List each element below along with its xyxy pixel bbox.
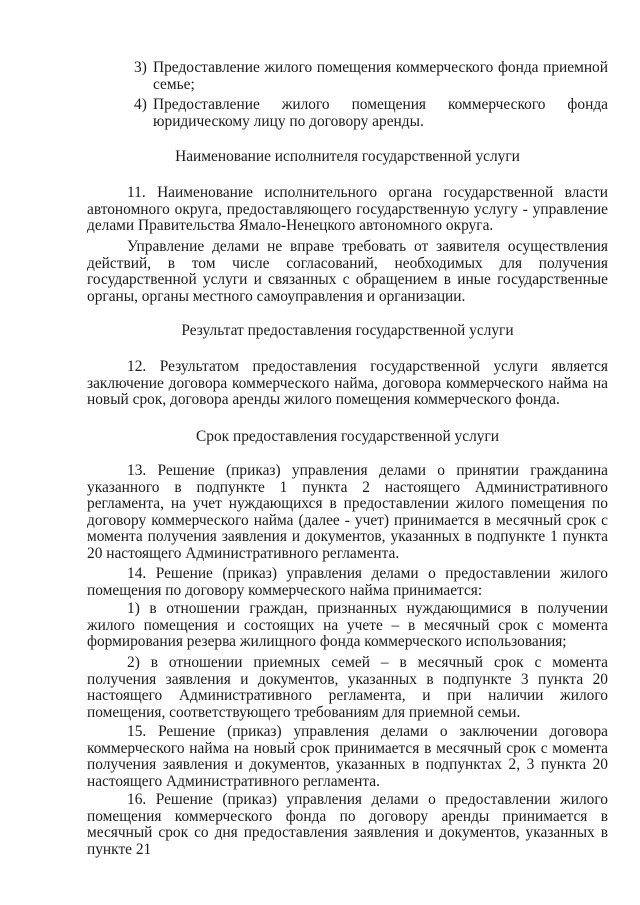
paragraph-12 [87, 359, 608, 409]
paragraph-text: 11. Наименование исполнительного органа государственной власти автономного округа, предоставляющего государственную услугу - управление делами Правительства Ямало-Ненецкого автономного округа. [87, 184, 608, 235]
paragraph-text: 1) в отношении граждан, признанных нуждающимися в получении жилого помещения и состоящих на учете – в месячный срок с момента формирования резерва жилищного фонда коммерческого использования; [87, 600, 608, 651]
paragraph-text: 14. Решение (приказ) управления делами о предоставлении жилого помещения по договору коммерческого найма принимается: [87, 565, 608, 599]
paragraph-14-1 [87, 601, 608, 651]
list-item-text: Предоставление жилого помещения коммерческого фонда юридическому лицу по договору аренды. [153, 96, 608, 130]
paragraph-14-2 [87, 655, 608, 721]
paragraph-13 [87, 463, 608, 563]
paragraph-11b [87, 239, 608, 305]
paragraph-16 [87, 792, 608, 858]
section-heading: Результат предоставления государственной услуги [181, 322, 514, 339]
list-number: 4) [134, 96, 147, 113]
paragraph-11 [87, 185, 608, 235]
paragraph-text: Управление делами не вправе требовать от заявителя осуществления действий, в том числе согласований, необходимых для получения государственной услуги и связанных с обращением в иные государственные органы, органы местного самоуправления и организации. [87, 238, 608, 305]
list-number: 3) [134, 59, 147, 76]
section-heading: Наименование исполнителя государственной услуги [175, 148, 520, 165]
section-heading-executor [87, 149, 608, 166]
paragraph-14 [87, 566, 608, 599]
paragraph-text: 2) в отношении приемных семей – в месячный срок с момента получения заявления и документов, указанных в подпункте 3 пункта 20 настоящего Административного регламента, и при наличии жилого помещения, соответствующего требованиям для приемной семьи. [87, 654, 608, 721]
list-item-3 [87, 60, 608, 93]
paragraph-text: 16. Решение (приказ) управления делами о предоставлении жилого помещения коммерческого фонда по договору аренды принимается в месячный срок со дня предоставления заявления и документов, указанных в пункте 21 [87, 791, 608, 858]
section-heading: Срок предоставления государственной услуги [196, 428, 499, 445]
section-heading-result [87, 323, 608, 340]
list-item-text: Предоставление жилого помещения коммерческого фонда приемной семье; [153, 59, 608, 93]
paragraph-text: 12. Результатом предоставления государственной услуги является заключение договора коммерческого найма, договора коммерческого найма на новый срок, договора аренды жилого помещения коммерческого фонда. [87, 358, 608, 409]
list-item-4 [87, 97, 608, 130]
section-heading-term [87, 429, 608, 446]
paragraph-text: 13. Решение (приказ) управления делами о принятии гражданина указанного в подпункте 1 пункта 2 настоящего Административного регламента, на учет нуждающихся в предоставлении жилого помещения по договору коммерческого найма (далее - учет) принимается в месячный срок с момента получения заявления и документов, указанных в подпункте 1 пункта 20 настоящего Административного регламента. [87, 462, 608, 562]
paragraph-text: 15. Решение (приказ) управления делами о заключении договора коммерческого найма на новый срок принимается в месячный срок с момента получения заявления и документов, указанных в подпунктах 2, 3 пункта 20 настоящего Административного регламента. [87, 723, 608, 790]
paragraph-15 [87, 724, 608, 790]
